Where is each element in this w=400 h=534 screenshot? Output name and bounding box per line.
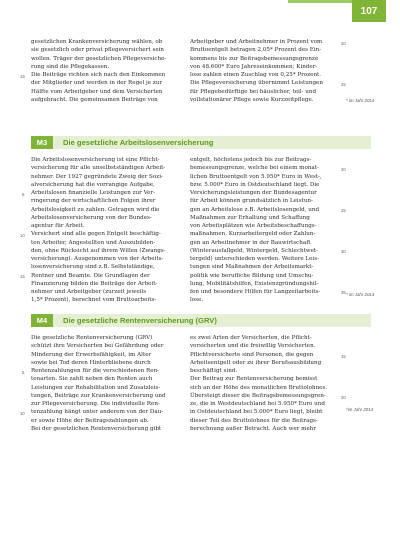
- text-line: Bruttoentgelt betragen 2,05* Prozent des Ein-: [190, 47, 322, 54]
- alv-right-column: [190, 156, 338, 305]
- text-line: nehmer. Der 1927 gegründete Zweig der Sozi-: [31, 173, 163, 180]
- line-number: 15: [341, 354, 346, 359]
- text-line: Die Arbeitslosenversicherung ist eine Pflicht-: [31, 157, 160, 163]
- text-line: 1,5* Prozent), berechnet vom Bruttoarbeits-: [31, 297, 157, 304]
- footnote-2014: * im Jahr 2014: [346, 292, 375, 297]
- section-label-m4: M4: [31, 314, 53, 327]
- section-title-m4: Die gesetzliche Rentenversicherung (GRV): [63, 316, 217, 325]
- text-line: Pflichtversicherte sind Personen, die gegen: [190, 351, 314, 358]
- text-line: kommens bis zur Beitragsbemessungsgrenze: [190, 55, 319, 62]
- text-line: Minderung der Erwerbsfähigkeit, im Alter: [31, 351, 152, 358]
- line-number: 5: [22, 192, 25, 197]
- text-line: bzw. 5.000* Euro in Ostdeutschland liegt. Die: [190, 181, 320, 188]
- text-line: er sowie Höhe der Beitragszahlungen ab.: [31, 417, 149, 424]
- line-number: 20: [341, 41, 346, 46]
- text-line: sowie bei Tod deren Hinterbliebene durch: [31, 359, 151, 366]
- grv-right-column: [190, 334, 338, 433]
- pflege-left-column: [31, 38, 179, 104]
- text-line: von 48.600* Euro Jahreseinkommen; Kinder-: [190, 63, 318, 70]
- text-line: Leistungen zur Rehabilitation und Zusatzleis-: [31, 384, 161, 391]
- section-label-m3: M3: [31, 136, 53, 149]
- line-number: 20: [341, 395, 346, 400]
- text-line: berechnung außer Betracht. Auch wer mehr: [190, 425, 317, 432]
- section-header-m3: [31, 136, 371, 149]
- text-line: rung sind die Pflegekassen.: [31, 63, 110, 70]
- text-line: Hälfte vom Arbeitgeber und dem Versicherten: [31, 88, 163, 95]
- text-line: lichen Bruttoentgelt von 5.950* Euro in West-,: [190, 173, 322, 180]
- text-line: der Mitglieder und werden in der Regel je zur: [31, 80, 163, 87]
- line-number: 20: [341, 167, 346, 172]
- text-line: wollen. Träger der gesetzlichen Pflegeversiche-: [31, 55, 167, 62]
- line-number: 5: [22, 370, 25, 375]
- text-line: Rentner und Beamte. Die Grundlagen der: [31, 272, 150, 279]
- text-line: losenversicherung sind z.B. Selbstständige,: [31, 264, 155, 271]
- line-number: 15: [20, 274, 25, 279]
- line-number: 15: [20, 74, 25, 79]
- footnote-2014: * im Jahr 2014: [346, 98, 375, 103]
- text-line: Übersteigt dieser die Beitragsbemessungsgren-: [190, 392, 326, 399]
- text-line: Arbeitgeber und Arbeitnehmer in Prozent vom: [190, 39, 323, 45]
- text-line: beschäftigt sind.: [190, 368, 238, 374]
- text-line: maßnahmen, Kurzarbeitergeld oder Zahlun-: [190, 231, 316, 238]
- text-line: agentur für Arbeit.: [31, 223, 85, 229]
- text-line: Maßnahmen zur Erhaltung und Schaffung: [190, 214, 310, 221]
- text-line: Die Beiträge richten sich nach den Einkommen: [31, 72, 166, 78]
- text-line: vollstationärer Pflege sowie Kurzzeitpflege.: [190, 96, 314, 103]
- text-line: ringerung der wirtschaftlichen Folgen ihrer: [31, 198, 156, 205]
- text-line: politik wie berufliche Bildung und Umschu-: [190, 272, 314, 279]
- line-number: 30: [341, 249, 346, 254]
- text-line: gen an Arbeitslose z.B. Arbeitslosengeld, und: [190, 206, 320, 213]
- text-line: (Winterausfallgeld, Wintergeld, Schlechtwet-: [190, 247, 319, 254]
- text-line: tenarten. Sie zahlt neben den Renten auch: [31, 376, 153, 383]
- alv-left-column: [31, 156, 179, 305]
- text-line: Versicherungsleistungen der Bundesagentur: [190, 190, 317, 196]
- text-line: Arbeitslosen finanzielle Leistungen zur Ver-: [31, 190, 156, 196]
- line-number: 25: [341, 208, 346, 213]
- text-line: nehmer und Arbeitgeber (zurzeit jeweils: [31, 289, 147, 295]
- text-line: von Arbeitsplätzen wie Arbeitsbeschaffungs-: [190, 223, 317, 229]
- text-line: versicherten und die freiwillig Versicherten.: [190, 343, 316, 350]
- text-line: alversicherung hat die vorrangige Aufgabe,: [31, 181, 155, 188]
- text-line: es zwei Arten der Versicherten, die Pflicht-: [190, 335, 312, 341]
- page-number: 107: [352, 0, 386, 22]
- text-line: in Ostdeutschland bei 5.000* Euro liegt, bleibt: [190, 409, 323, 416]
- text-line: Die Pflegeversicherung übernimmt Leistungen: [190, 80, 323, 87]
- line-number: 10: [20, 233, 25, 238]
- line-number: 10: [20, 411, 25, 416]
- line-number: 25: [341, 82, 346, 87]
- text-line: gen an Arbeitnehmer in der Bauwirtschaft: [190, 239, 311, 246]
- text-line: lung, Mobilitätshilfen, Existenzgründungshil-: [190, 280, 319, 287]
- text-line: Arbeitslosigkeit zu zahlen. Getragen wird die: [31, 206, 160, 213]
- text-line: sie gesetzlich oder privat pflegeversichert sein: [31, 47, 165, 54]
- text-line: tungen, Beiträge zur Krankenversicherung und: [31, 392, 166, 399]
- text-line: Arbeitslosenversicherung von der Bundes-: [31, 214, 152, 221]
- text-line: gesetzlichen Krankenversicherung wählen, ob: [31, 39, 163, 45]
- text-line: für Arbeit können grundsätzlich in Leistun-: [190, 198, 313, 205]
- text-line: Versichert sind alle gegen Entgelt beschäftig-: [31, 231, 161, 238]
- text-line: Die gesetzliche Rentenversicherung (GRV): [31, 335, 153, 341]
- text-line: versicherung für alle unselbstständigen Arbeit-: [31, 165, 166, 172]
- text-line: Arbeitsentgelt oder zu ihrer Berufsausbildung: [190, 359, 322, 366]
- section-title-m3: Die gesetzliche Arbeitslosenversicherung: [63, 138, 214, 147]
- text-line: ze, die in Westdeutschland bei 5.950* Euro und: [190, 401, 325, 407]
- text-line: tenzahlung hängt unter anderem von der Dau-: [31, 409, 164, 416]
- text-line: zur Pflegeversicherung. Die individuelle Ren-: [31, 401, 160, 407]
- grv-left-column: [31, 334, 179, 433]
- text-line: Rentenzahlungen für die verschiedenen Ren-: [31, 368, 160, 374]
- text-line: entgelt, höchstens jedoch bis zur Beitrags-: [190, 157, 312, 163]
- text-line: sich an der Höhe des monatlichen Bruttolohnes.: [190, 384, 328, 391]
- text-line: für Pflegebedürftige bei häuslicher, teil- und: [190, 88, 317, 95]
- text-line: lose zahlen einen Zuschlag von 0,25* Prozent.: [190, 72, 322, 78]
- text-line: ten Arbeiter, Angestellten und Auszubilden-: [31, 239, 156, 246]
- pflege-right-column: [190, 38, 338, 104]
- text-line: dieser Teil des Bruttolohnes für die Beitrags-: [190, 417, 318, 424]
- text-line: bemessungsgrenze, welche bei einem monat-: [190, 165, 319, 172]
- section-header-m4: [31, 314, 371, 327]
- text-line: fen und besondere Hilfen für Langzeitarbeits-: [190, 289, 321, 295]
- text-line: tungen sind Maßnahmen der Arbeitsmarkt-: [190, 264, 314, 271]
- text-line: Finanzierung bilden die Beiträge der Arbeit-: [31, 280, 158, 287]
- text-line: Bei der gesetzlichen Rentenversicherung gibt: [31, 425, 162, 432]
- footnote-2014: *im Jahr 2014: [346, 407, 374, 412]
- text-line: aufgebracht. Die gemeinsamen Beiträge von: [31, 96, 158, 103]
- text-line: Der Beitrag zur Rentenversicherung bemisst: [190, 376, 318, 383]
- text-line: schützt ihre Versicherten bei Gefährdung oder: [31, 343, 164, 350]
- line-number: 35: [341, 290, 346, 295]
- text-line: lose.: [190, 297, 204, 304]
- text-line: versicherung). Ausgenommen von der Arbeits-: [31, 256, 164, 262]
- text-line: den, ohne Rücksicht auf ihrem Willen (Zwangs-: [31, 247, 166, 254]
- text-line: tergeld) unterschieden werden. Weitere Leis-: [190, 256, 319, 262]
- page-number-bar: [288, 0, 352, 3]
